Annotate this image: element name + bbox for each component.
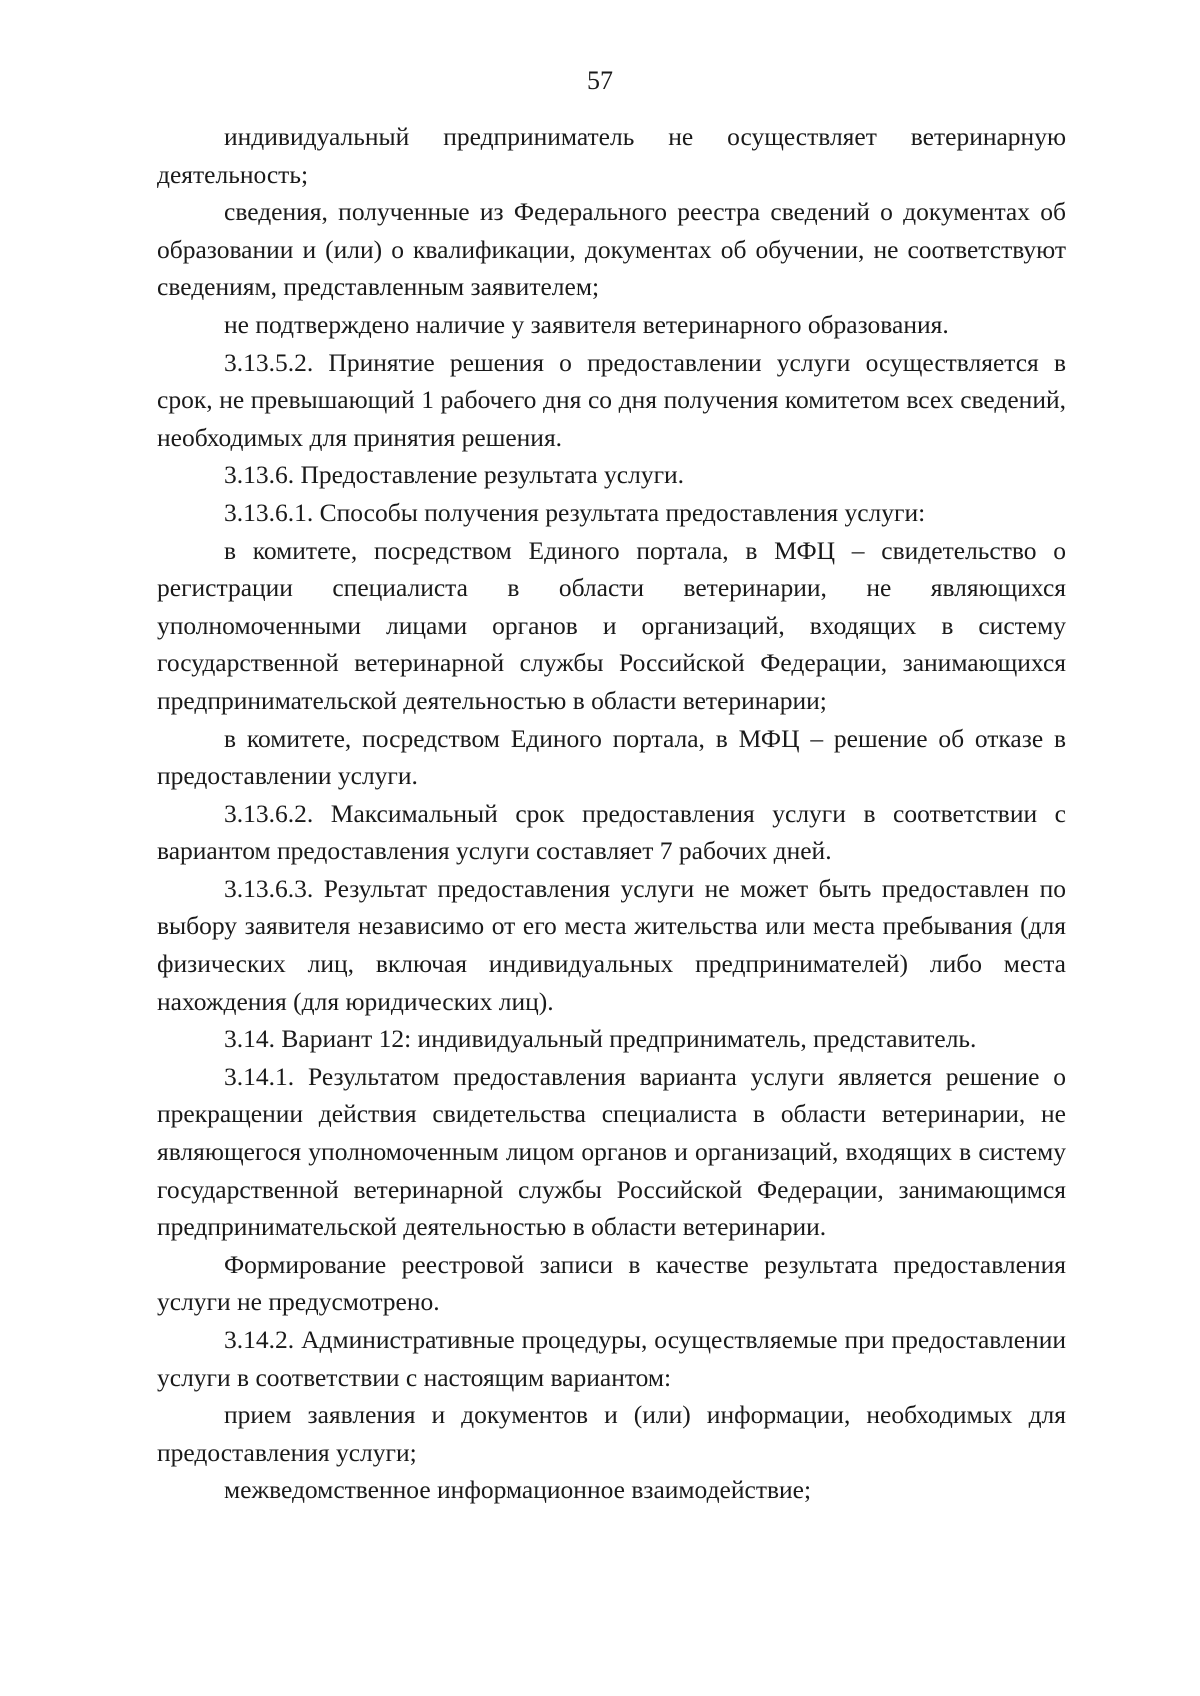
paragraph: межведомственное информационное взаимодействие; xyxy=(224,1475,812,1505)
paragraph: прием заявления и документов и (или) информации, необходимых для предоставления услуги; xyxy=(157,1400,1066,1467)
paragraph: сведения, полученные из Федерального реестра сведений о документах об образовании и (или) о квалификации, документах об обучении, не соответствуют сведениям, представленным заявителем; xyxy=(157,197,1066,302)
paragraph: индивидуальный предприниматель не осуществляет ветеринарную деятельность; xyxy=(157,122,1066,189)
paragraph: 3.14.1. Результатом предоставления варианта услуги является решение о прекращении действия свидетельства специалиста в области ветеринарии, не являющегося уполномоченным лицом органов и организаций, входящих в систему государственной ветеринарной службы Российской Федерации, занимающимся предпринимательской деятельностью в области ветеринарии. xyxy=(157,1061,1066,1242)
paragraph: 3.13.6.1. Способы получения результата предоставления услуги: xyxy=(224,497,926,527)
paragraph: 3.13.6.3. Результат предоставления услуги не может быть предоставлен по выбору заявителя независимо от его места жительства или места пребывания (для физических лиц, включая индивидуальных предпринимателей) либо места нахождения (для юридических лиц). xyxy=(157,873,1066,1016)
document-body xyxy=(157,118,1066,1509)
paragraph: 3.14.2. Административные процедуры, осуществляемые при предоставлении услуги в соответствии с настоящим вариантом: xyxy=(157,1325,1066,1392)
paragraph: Формирование реестровой записи в качестве результата предоставления услуги не предусмотрено. xyxy=(157,1249,1066,1317)
paragraph: не подтверждено наличие у заявителя ветеринарного образования. xyxy=(224,309,949,339)
paragraph: 3.13.6.2. Максимальный срок предоставления услуги в соответствии с вариантом предоставления услуги составляет 7 рабочих дней. xyxy=(157,798,1066,866)
paragraph: 3.13.5.2. Принятие решения о предоставлении услуги осуществляется в срок, не превышающий 1 рабочего дня со дня получения комитетом всех сведений, необходимых для принятия решения. xyxy=(157,347,1066,452)
paragraph: 3.14. Вариант 12: индивидуальный предприниматель, представитель. xyxy=(224,1024,977,1054)
paragraph: в комитете, посредством Единого портала, в МФЦ – решение об отказе в предоставлении услуги. xyxy=(157,723,1066,791)
page-number: 57 xyxy=(587,66,613,95)
paragraph: 3.13.6. Предоставление результата услуги. xyxy=(224,460,685,490)
paragraph: в комитете, посредством Единого портала, в МФЦ – свидетельство о регистрации специалиста в области ветеринарии, не являющихся уполномоченными лицами органов и организаций, входящих в систему государственной ветеринарной службы Российской Федерации, занимающихся предпринимательской деятельностью в области ветеринарии; xyxy=(157,535,1066,715)
